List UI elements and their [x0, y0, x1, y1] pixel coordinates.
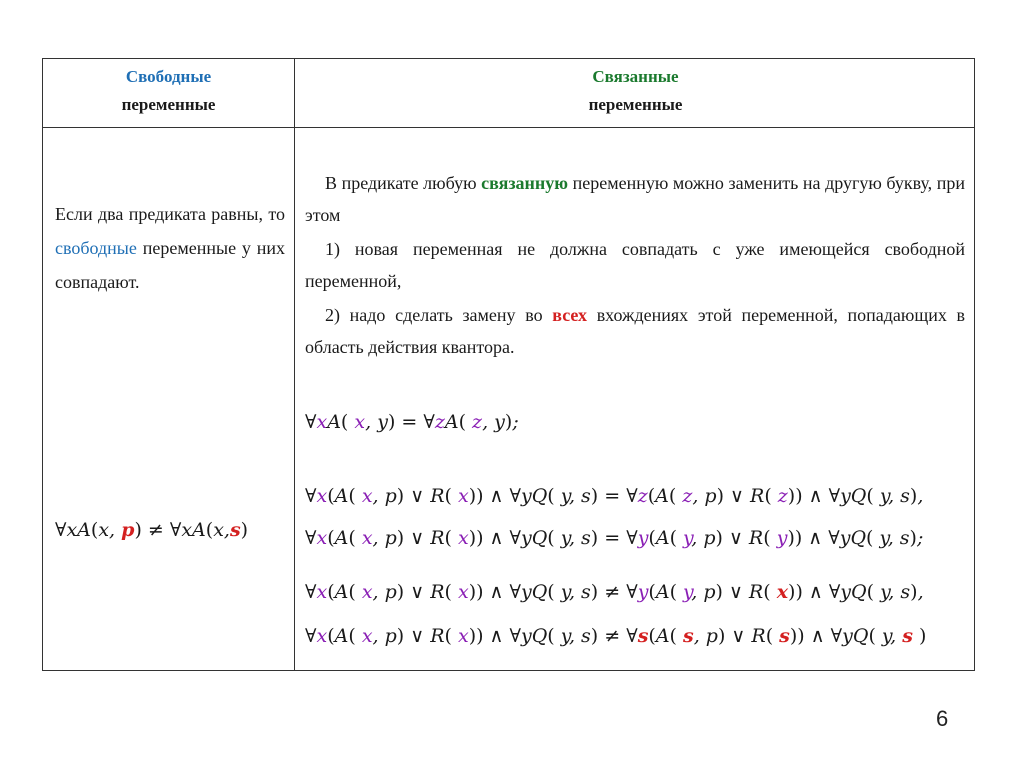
p1-before: В предикате любую [325, 173, 477, 193]
header-left-line1: Свободные [125, 67, 212, 86]
rule-paragraph-1 [305, 167, 965, 231]
header-free-variables [43, 63, 294, 119]
p3-highlight: всех [552, 305, 588, 325]
formula-1: ∀xA( x, y) = ∀zA( z, y); [305, 411, 519, 433]
formula-3: ∀x(A( x, p) ∨ R( x)) ∧ ∀yQ( y, s) = ∀y(A( y, p) ∨ R( y)) ∧ ∀yQ( y, s); [305, 527, 924, 549]
rule-text-after: переменные у них совпадают. [55, 238, 286, 292]
page-number: 6 [936, 706, 949, 731]
formula-4: ∀x(A( x, p) ∨ R( x)) ∧ ∀yQ( y, s) ≠ ∀y(A( y, p) ∨ R( x)) ∧ ∀yQ( y, s), [305, 581, 924, 603]
formula-2: ∀x(A( x, p) ∨ R( x)) ∧ ∀yQ( y, s) = ∀z(A( z, p) ∨ R( z)) ∧ ∀yQ( y, s), [305, 485, 924, 507]
rule-paragraph-3 [305, 299, 965, 363]
column-divider [294, 59, 295, 670]
free-variables-rule [55, 197, 285, 299]
header-left-line2: переменные [121, 95, 216, 114]
rule-text-before: Если два предиката равны, то [55, 204, 285, 224]
p1-after: переменную можно заменить на другую букву, при этом [305, 173, 966, 225]
header-bound-variables [295, 63, 976, 119]
rule-paragraph-2: 1) новая переменная не должна совпадать с уже имеющейся свободной переменной, [305, 239, 965, 291]
bound-variables-rule [305, 167, 965, 365]
header-divider [43, 127, 974, 128]
p3-after: вхождениях этой переменной, попадающих в область действия квантора. [305, 305, 966, 357]
comparison-table [42, 58, 975, 671]
header-right-line2: переменные [588, 95, 683, 114]
p1-highlight: связанную [481, 173, 569, 193]
header-right-line1: Связанные [592, 67, 679, 86]
rule-highlight-free: свободные [55, 238, 137, 258]
formula-5: ∀x(A( x, p) ∨ R( x)) ∧ ∀yQ( y, s) ≠ ∀s(A( s, p) ∨ R( s)) ∧ ∀yQ( y, s ) [305, 625, 927, 647]
p3-before: 2) надо сделать замену во [325, 305, 543, 325]
free-variables-formula: ∀xA(x, p) ≠ ∀xA(x,s) [55, 519, 249, 541]
